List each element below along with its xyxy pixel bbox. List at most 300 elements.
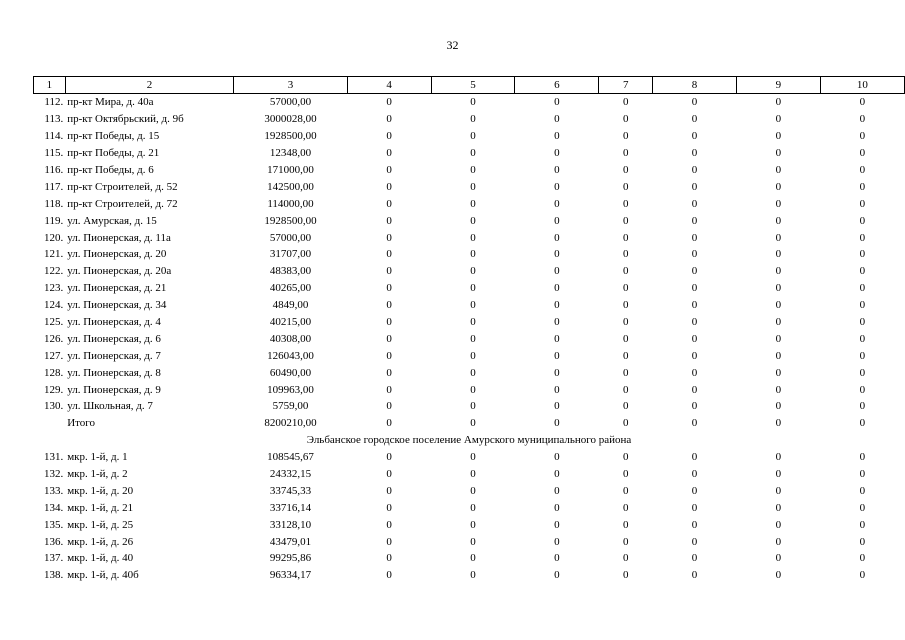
row-value: 0 [775,231,782,244]
row-value: 0 [386,316,392,329]
row-address: мкр. 1-й, д. 40б [67,569,139,582]
row-value: 0 [554,451,560,464]
table-row [34,415,905,432]
row-value: 0 [386,214,392,227]
column-header: 6 [515,77,599,94]
row-value: 0 [470,383,476,396]
row-total: 1928500,00 [264,214,317,227]
row-value: 0 [691,197,698,210]
row-value: 0 [386,299,392,312]
row-value: 0 [622,265,629,278]
row-number: 124. [43,299,64,312]
row-total: 40308,00 [269,332,312,345]
row-value: 0 [470,265,476,278]
row-number: 114. [44,130,64,143]
row-value: 0 [386,349,392,362]
row-total: 8200210,00 [264,417,317,430]
table-row [34,330,905,347]
table-row [34,567,905,584]
row-value: 0 [691,484,698,497]
row-value: 0 [859,383,866,396]
row-value: 0 [622,417,629,430]
row-value: 0 [775,366,782,379]
row-value: 0 [859,569,866,582]
row-value: 0 [470,197,476,210]
row-value: 0 [691,400,698,413]
table-row [34,162,905,179]
row-total: 1928500,00 [264,130,317,143]
row-value: 0 [691,96,698,109]
row-value: 0 [859,518,866,531]
row-value: 0 [470,164,476,176]
row-value: 0 [470,147,476,160]
row-value: 0 [859,147,866,160]
row-value: 0 [386,265,392,278]
row-value: 0 [554,214,560,227]
row-value: 0 [554,164,560,176]
row-value: 0 [622,400,629,413]
row-value: 0 [859,366,866,379]
row-value: 0 [775,332,782,345]
row-value: 0 [386,518,392,531]
row-value: 0 [691,265,698,278]
row-value: 0 [775,484,782,497]
row-value: 0 [470,248,476,261]
row-address: пр-кт Строителей, д. 72 [67,197,178,210]
row-value: 0 [622,214,629,227]
row-value: 0 [775,349,782,362]
table-row [34,263,905,280]
row-value: 0 [622,468,629,481]
table-row [34,364,905,381]
row-value: 0 [470,214,476,227]
row-address: мкр. 1-й, д. 26 [67,535,134,548]
row-value: 0 [859,96,866,109]
row-value: 0 [775,400,782,413]
column-header: 8 [653,77,737,94]
row-total: 57000,00 [269,96,312,109]
row-value: 0 [554,535,560,548]
row-value: 0 [554,417,560,430]
row-value: 0 [386,96,392,109]
row-value: 0 [554,569,560,582]
row-address: ул. Школьная, д. 7 [67,400,153,413]
row-value: 0 [859,535,866,548]
row-value: 0 [691,552,698,565]
row-address: мкр. 1-й, д. 1 [67,451,128,464]
row-value: 0 [622,484,629,497]
row-total: 57000,00 [269,231,312,244]
row-value: 0 [554,552,560,565]
row-value: 0 [691,214,698,227]
row-value: 0 [554,349,560,362]
row-value: 0 [554,468,560,481]
row-value: 0 [691,501,698,514]
row-total: 60490,00 [269,366,312,379]
row-number: 127. [43,349,64,362]
row-total: 5759,00 [272,400,309,413]
row-value: 0 [775,214,782,227]
row-value: 0 [470,332,476,345]
row-number: 121. [43,248,64,261]
row-number: 128. [43,366,64,379]
row-number: 129. [43,383,64,396]
row-value: 0 [470,299,476,312]
row-number: 136. [43,535,64,548]
row-value: 0 [691,316,698,329]
table-row [34,449,905,466]
row-value: 0 [622,282,629,295]
row-value: 0 [775,316,782,329]
row-value: 0 [470,400,476,413]
table-row [34,111,905,128]
row-value: 0 [691,113,698,126]
row-address: мкр. 1-й, д. 40 [67,552,134,565]
row-total: 48383,00 [269,265,312,278]
row-number: 116. [44,164,64,176]
row-value: 0 [386,282,392,295]
row-value: 0 [622,113,629,126]
row-number: 125. [43,316,64,329]
row-value: 0 [691,299,698,312]
table-row [34,246,905,263]
table-row [34,347,905,364]
row-value: 0 [622,316,629,329]
row-value: 0 [775,569,782,582]
row-value: 0 [622,501,629,514]
column-header: 10 [820,77,904,94]
row-address: ул. Пионерская, д. 4 [67,316,161,329]
row-value: 0 [691,383,698,396]
row-value: 0 [554,366,560,379]
row-value: 0 [622,552,629,565]
row-value: 0 [859,197,866,210]
row-value: 0 [470,282,476,295]
column-header: 5 [431,77,515,94]
row-value: 0 [622,180,629,193]
row-address: ул. Пионерская, д. 7 [67,349,161,362]
row-value: 0 [470,349,476,362]
row-value: 0 [386,248,392,261]
section-row [34,432,905,449]
row-value: 0 [775,282,782,295]
row-value: 0 [859,214,866,227]
row-number: 118. [44,197,64,210]
row-value: 0 [691,468,698,481]
row-value: 0 [859,501,866,514]
row-address: Итого [67,417,96,430]
row-value: 0 [859,282,866,295]
row-value: 0 [775,501,782,514]
row-address: мкр. 1-й, д. 2 [67,468,128,481]
row-value: 0 [386,164,392,176]
row-number: 113. [44,113,64,126]
column-header: 3 [234,77,347,94]
row-value: 0 [470,180,476,193]
table-row [34,482,905,499]
row-value: 0 [775,197,782,210]
table-row [34,280,905,297]
row-value: 0 [554,130,560,143]
row-number: 138. [43,569,64,582]
row-value: 0 [554,484,560,497]
column-header: 9 [736,77,820,94]
table-row [34,516,905,533]
row-value: 0 [691,451,698,464]
row-value: 0 [386,197,392,210]
row-value: 0 [386,383,392,396]
row-address: мкр. 1-й, д. 25 [67,518,134,531]
row-value: 0 [554,197,560,210]
row-value: 0 [775,299,782,312]
row-value: 0 [859,164,866,176]
row-value: 0 [386,332,392,345]
row-value: 0 [622,569,629,582]
row-number: 123. [43,282,64,295]
row-value: 0 [554,147,560,160]
row-value: 0 [470,518,476,531]
row-value: 0 [554,299,560,312]
row-address: ул. Пионерская, д. 9 [67,383,161,396]
row-number: 126. [43,332,64,345]
row-total: 108545,67 [267,451,314,464]
row-value: 0 [554,501,560,514]
row-value: 0 [859,130,866,143]
row-value: 0 [386,535,392,548]
row-address: ул. Пионерская, д. 11а [67,231,171,244]
row-value: 0 [554,518,560,531]
row-address: ул. Пионерская, д. 6 [67,332,161,345]
row-value: 0 [554,282,560,295]
row-value: 0 [691,518,698,531]
row-value: 0 [554,332,560,345]
table-row [34,466,905,483]
row-address: мкр. 1-й, д. 20 [67,484,134,497]
row-value: 0 [554,248,560,261]
row-total: 43479,01 [269,535,312,548]
row-value: 0 [554,96,560,109]
row-value: 0 [859,451,866,464]
data-table [33,76,905,584]
header-row [34,77,905,94]
row-value: 0 [622,96,629,109]
row-total: 99295,86 [269,552,312,565]
row-total: 31707,00 [269,248,312,261]
row-value: 0 [775,130,782,143]
row-value: 0 [386,231,392,244]
row-number: 133. [43,484,64,497]
row-address: пр-кт Победы, д. 6 [67,164,154,176]
row-address: пр-кт Октябрьский, д. 9б [67,113,184,126]
row-value: 0 [554,180,560,193]
row-value: 0 [622,231,629,244]
row-number: 119. [44,214,64,227]
table-row [34,94,905,111]
row-value: 0 [859,552,866,565]
row-value: 0 [470,451,476,464]
row-value: 0 [775,383,782,396]
row-value: 0 [775,468,782,481]
row-number: 131. [43,451,64,464]
row-value: 0 [859,349,866,362]
page-number: 32 [446,38,459,52]
table-row [34,381,905,398]
row-value: 0 [691,535,698,548]
row-value: 0 [775,518,782,531]
row-value: 0 [691,130,698,143]
row-number: 134. [43,501,64,514]
row-value: 0 [470,316,476,329]
row-value: 0 [691,349,698,362]
row-total: 33716,14 [269,501,312,514]
row-value: 0 [622,164,629,176]
table-body [34,94,905,584]
row-value: 0 [691,282,698,295]
row-address: пр-кт Строителей, д. 52 [67,180,178,193]
row-value: 0 [386,484,392,497]
row-value: 0 [775,451,782,464]
table-row [34,550,905,567]
table-row [34,499,905,516]
table-row [34,128,905,145]
row-value: 0 [554,231,560,244]
row-value: 0 [622,299,629,312]
row-number: 132. [43,468,64,481]
column-header: 2 [65,77,234,94]
row-value: 0 [859,468,866,481]
row-value: 0 [691,417,698,430]
row-value: 0 [691,164,698,176]
row-value: 0 [622,147,629,160]
row-value: 0 [470,417,476,430]
row-address: ул. Амурская, д. 15 [67,214,157,227]
table-row [34,195,905,212]
row-value: 0 [622,366,629,379]
row-value: 0 [554,113,560,126]
row-address: ул. Пионерская, д. 20а [67,265,172,278]
row-total: 109963,00 [267,383,314,396]
row-address: ул. Пионерская, д. 8 [67,366,161,379]
row-total: 126043,00 [267,349,314,362]
table-row [34,314,905,331]
row-number: 112. [44,96,64,109]
table-row [34,145,905,162]
row-value: 0 [859,248,866,261]
row-value: 0 [470,468,476,481]
row-value: 0 [470,130,476,143]
row-total: 4849,00 [272,299,309,312]
row-value: 0 [386,400,392,413]
row-value: 0 [554,383,560,396]
row-total: 33128,10 [269,518,312,531]
row-number: 115. [44,147,64,160]
row-value: 0 [859,332,866,345]
table-row [34,212,905,229]
row-value: 0 [386,468,392,481]
row-value: 0 [386,180,392,193]
row-value: 0 [859,484,866,497]
row-value: 0 [470,113,476,126]
row-value: 0 [386,113,392,126]
row-value: 0 [386,501,392,514]
row-number [34,415,66,432]
row-value: 0 [386,147,392,160]
row-total: 12348,00 [269,147,312,160]
row-value: 0 [775,164,782,176]
row-value: 0 [386,569,392,582]
row-number: 122. [43,265,64,278]
row-address: ул. Пионерская, д. 34 [67,299,167,312]
row-number: 120. [43,231,64,244]
row-address: ул. Пионерская, д. 20 [67,248,167,261]
row-address: пр-кт Победы, д. 21 [67,147,160,160]
row-value: 0 [691,366,698,379]
row-value: 0 [470,569,476,582]
row-value: 0 [691,231,698,244]
row-value: 0 [622,349,629,362]
row-value: 0 [622,518,629,531]
row-value: 0 [386,552,392,565]
row-value: 0 [859,400,866,413]
row-value: 0 [470,366,476,379]
row-value: 0 [859,265,866,278]
row-value: 0 [470,96,476,109]
table-row [34,178,905,195]
row-value: 0 [554,265,560,278]
row-total: 40215,00 [269,316,312,329]
row-value: 0 [554,316,560,329]
row-value: 0 [691,332,698,345]
row-number: 135. [43,518,64,531]
row-value: 0 [775,552,782,565]
row-value: 0 [775,265,782,278]
row-value: 0 [859,180,866,193]
row-total: 3000028,00 [264,113,317,126]
section-title: Эльбанское городское поселение Амурского муниципального района [306,434,632,447]
row-value: 0 [691,147,698,160]
row-address: пр-кт Мира, д. 40а [67,96,154,109]
row-number: 130. [43,400,64,413]
row-value: 0 [859,231,866,244]
row-value: 0 [775,535,782,548]
row-total: 142500,00 [267,180,314,193]
row-total: 24332,15 [269,468,312,481]
row-value: 0 [775,96,782,109]
row-value: 0 [775,180,782,193]
row-total: 171000,00 [267,164,314,176]
column-header: 4 [347,77,431,94]
row-value: 0 [622,383,629,396]
row-address: пр-кт Победы, д. 15 [67,130,160,143]
row-value: 0 [859,417,866,430]
row-value: 0 [386,366,392,379]
row-value: 0 [622,248,629,261]
row-number: 137. [43,552,64,565]
row-value: 0 [622,197,629,210]
row-value: 0 [622,451,629,464]
row-value: 0 [470,231,476,244]
row-value: 0 [859,299,866,312]
row-value: 0 [775,417,782,430]
row-value: 0 [386,451,392,464]
row-value: 0 [470,552,476,565]
column-header: 7 [599,77,653,94]
row-total: 33745,33 [269,484,312,497]
row-value: 0 [859,113,866,126]
row-number: 117. [44,180,64,193]
table-row [34,533,905,550]
row-value: 0 [691,180,698,193]
